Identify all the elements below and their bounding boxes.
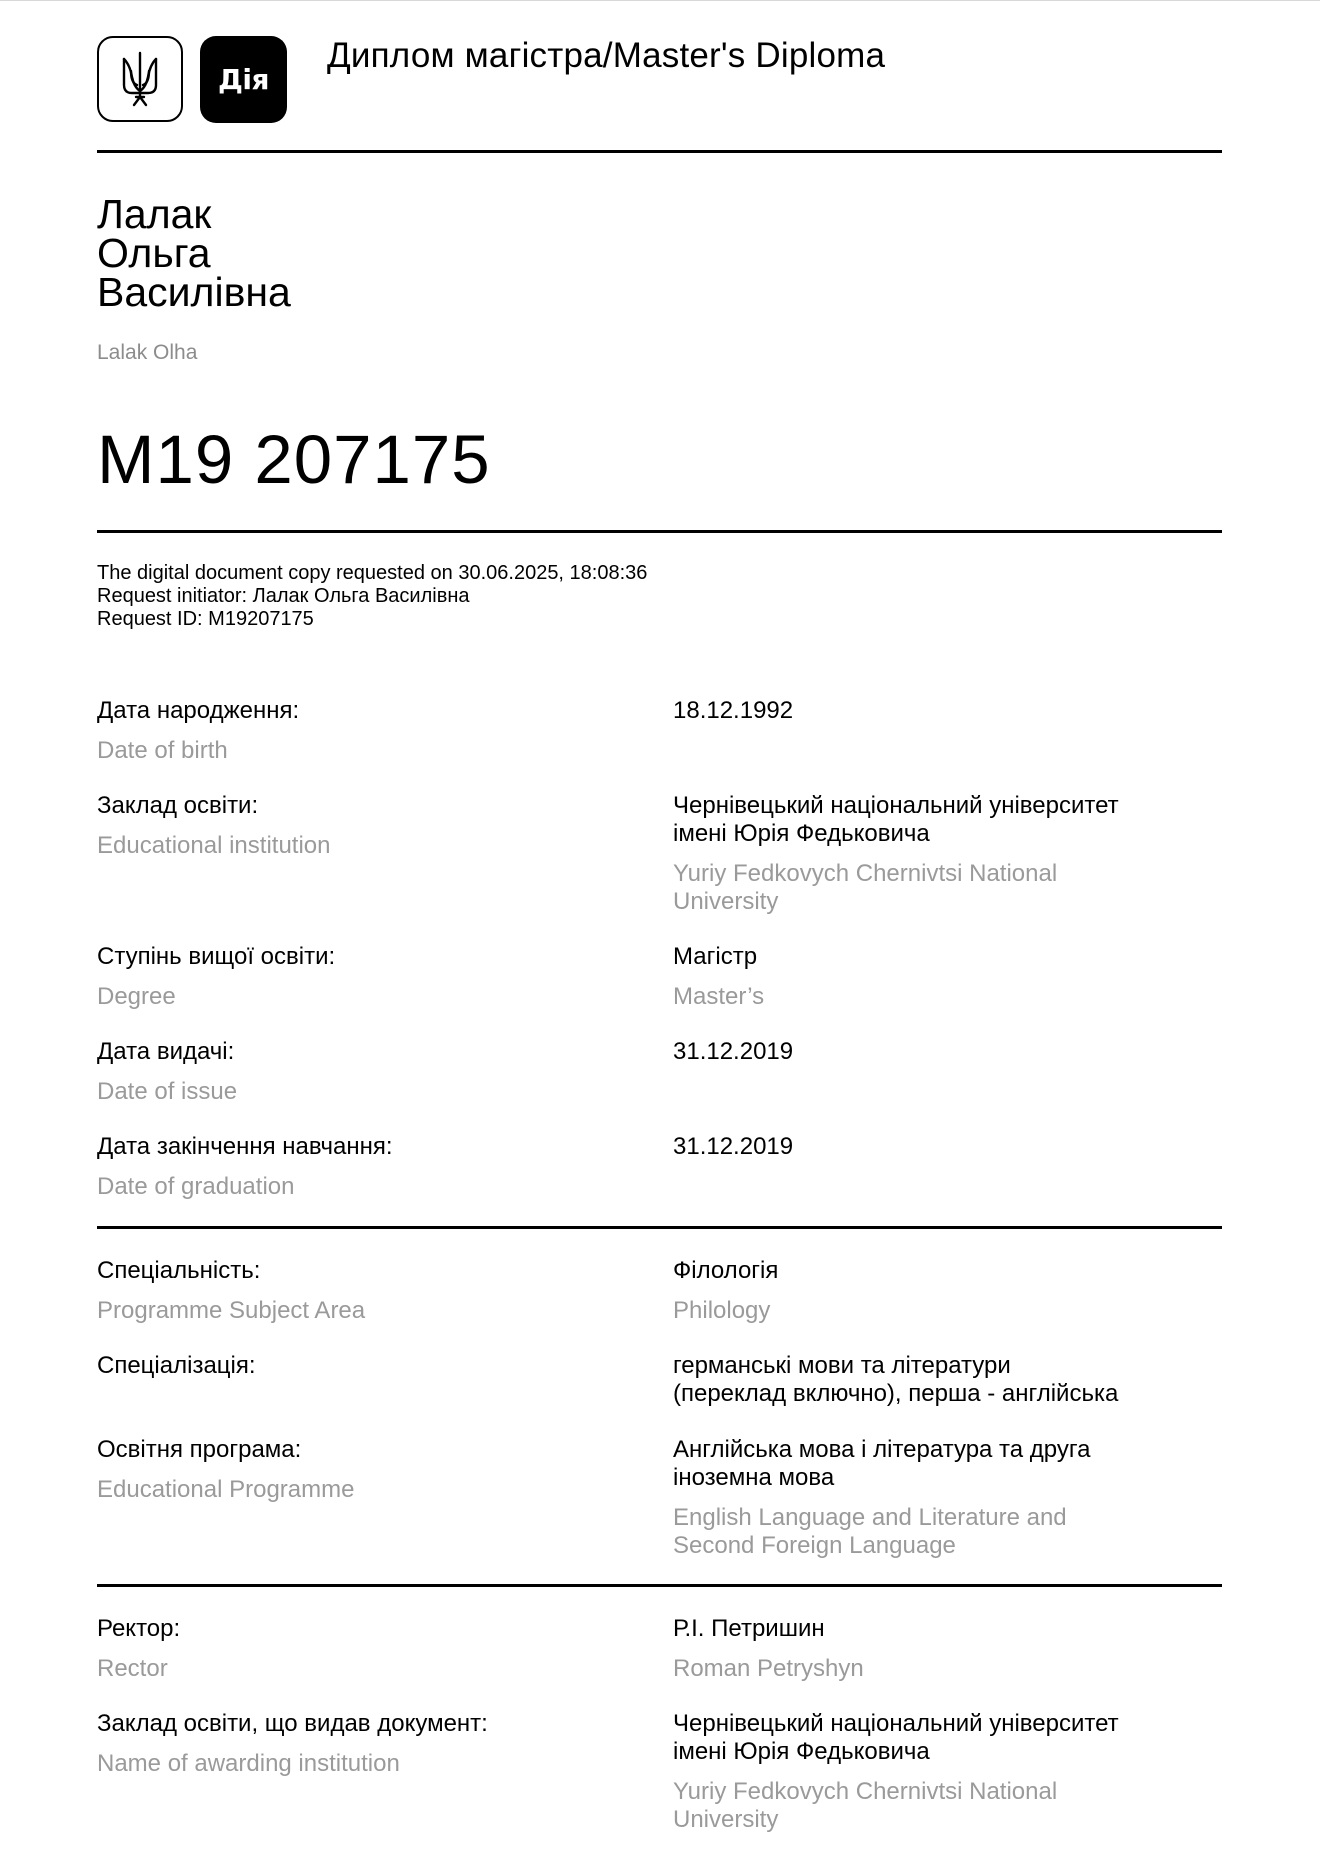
graduation-date-label-en: Date of graduation (97, 1173, 295, 1200)
document-title: Диплом магістра/Master's Diploma (327, 36, 886, 75)
birth-label-uk: Дата народження: (97, 697, 300, 724)
request-id-line: Request ID: M19207175 (97, 608, 314, 630)
graduation-date-label-uk: Дата закінчення навчання: (97, 1133, 393, 1160)
programme-label-en: Educational Programme (97, 1476, 355, 1503)
trident-emblem-icon (97, 36, 183, 122)
specialty-value-uk: Філологія (673, 1257, 779, 1284)
awarding-institution-label-en: Name of awarding institution (97, 1750, 400, 1777)
degree-label-en: Degree (97, 983, 176, 1010)
holder-first-name: Ольга (97, 230, 211, 276)
institution-value-uk-line2: імені Юрія Федьковича (673, 820, 930, 847)
programme-value-uk-line2: іноземна мова (673, 1464, 835, 1491)
degree-value-en: Master’s (673, 983, 765, 1010)
awarding-institution-value-uk-line1: Чернівецький національний університет (673, 1710, 1119, 1737)
holder-patronymic: Василівна (97, 269, 291, 315)
document-number: M19 207175 (97, 421, 491, 498)
birth-value: 18.12.1992 (673, 697, 794, 724)
holder-surname: Лалак (97, 191, 212, 237)
top-edge-divider (0, 0, 1320, 1)
specialization-value-line1: германські мови та літератури (673, 1352, 1011, 1379)
awarding-institution-label-uk: Заклад освіти, що видав документ: (97, 1710, 488, 1737)
awarding-institution-value-en-line1: Yuriy Fedkovych Chernivtsi National (673, 1778, 1058, 1805)
degree-value-uk: Магістр (673, 943, 758, 970)
programme-value-uk-line1: Англійська мова і література та друга (673, 1436, 1091, 1463)
issue-date-value: 31.12.2019 (673, 1038, 794, 1065)
rector-label-en: Rector (97, 1655, 168, 1682)
graduation-date-value: 31.12.2019 (673, 1133, 794, 1160)
institution-value-en-line2: University (673, 888, 779, 915)
holder-latin-name: Lalak Olha (97, 341, 198, 364)
specialty-value-en: Philology (673, 1297, 771, 1324)
divider (97, 530, 1222, 533)
specialization-value-line2: (переклад включно), перша - англійська (673, 1380, 1119, 1407)
issue-date-label-uk: Дата видачі: (97, 1038, 235, 1065)
institution-value-uk-line1: Чернівецький національний університет (673, 792, 1119, 819)
request-initiator-line: Request initiator: Лалак Ольга Василівна (97, 585, 470, 607)
divider (97, 150, 1222, 153)
programme-label-uk: Освітня програма: (97, 1436, 302, 1463)
birth-label-en: Date of birth (97, 737, 228, 764)
specialty-label-uk: Спеціальність: (97, 1257, 261, 1284)
specialty-label-en: Programme Subject Area (97, 1297, 366, 1324)
rector-label-uk: Ректор: (97, 1615, 181, 1642)
institution-value-en-line1: Yuriy Fedkovych Chernivtsi National (673, 860, 1058, 887)
awarding-institution-value-uk-line2: імені Юрія Федьковича (673, 1738, 930, 1765)
programme-value-en-line1: English Language and Literature and (673, 1504, 1067, 1531)
diia-logo-text: Дія (217, 63, 269, 96)
request-date-line: The digital document copy requested on 30.06.2025, 18:08:36 (97, 562, 648, 584)
divider (97, 1584, 1222, 1587)
rector-value-en: Roman Petryshyn (673, 1655, 864, 1682)
awarding-institution-value-en-line2: University (673, 1806, 779, 1833)
divider (97, 1226, 1222, 1229)
programme-value-en-line2: Second Foreign Language (673, 1532, 956, 1559)
specialization-label-uk: Спеціалізація: (97, 1352, 256, 1379)
institution-label-uk: Заклад освіти: (97, 792, 259, 819)
institution-label-en: Educational institution (97, 832, 331, 859)
diia-logo (200, 36, 287, 123)
degree-label-uk: Ступінь вищої освіти: (97, 943, 336, 970)
issue-date-label-en: Date of issue (97, 1078, 238, 1105)
rector-value-uk: Р.І. Петришин (673, 1615, 825, 1642)
